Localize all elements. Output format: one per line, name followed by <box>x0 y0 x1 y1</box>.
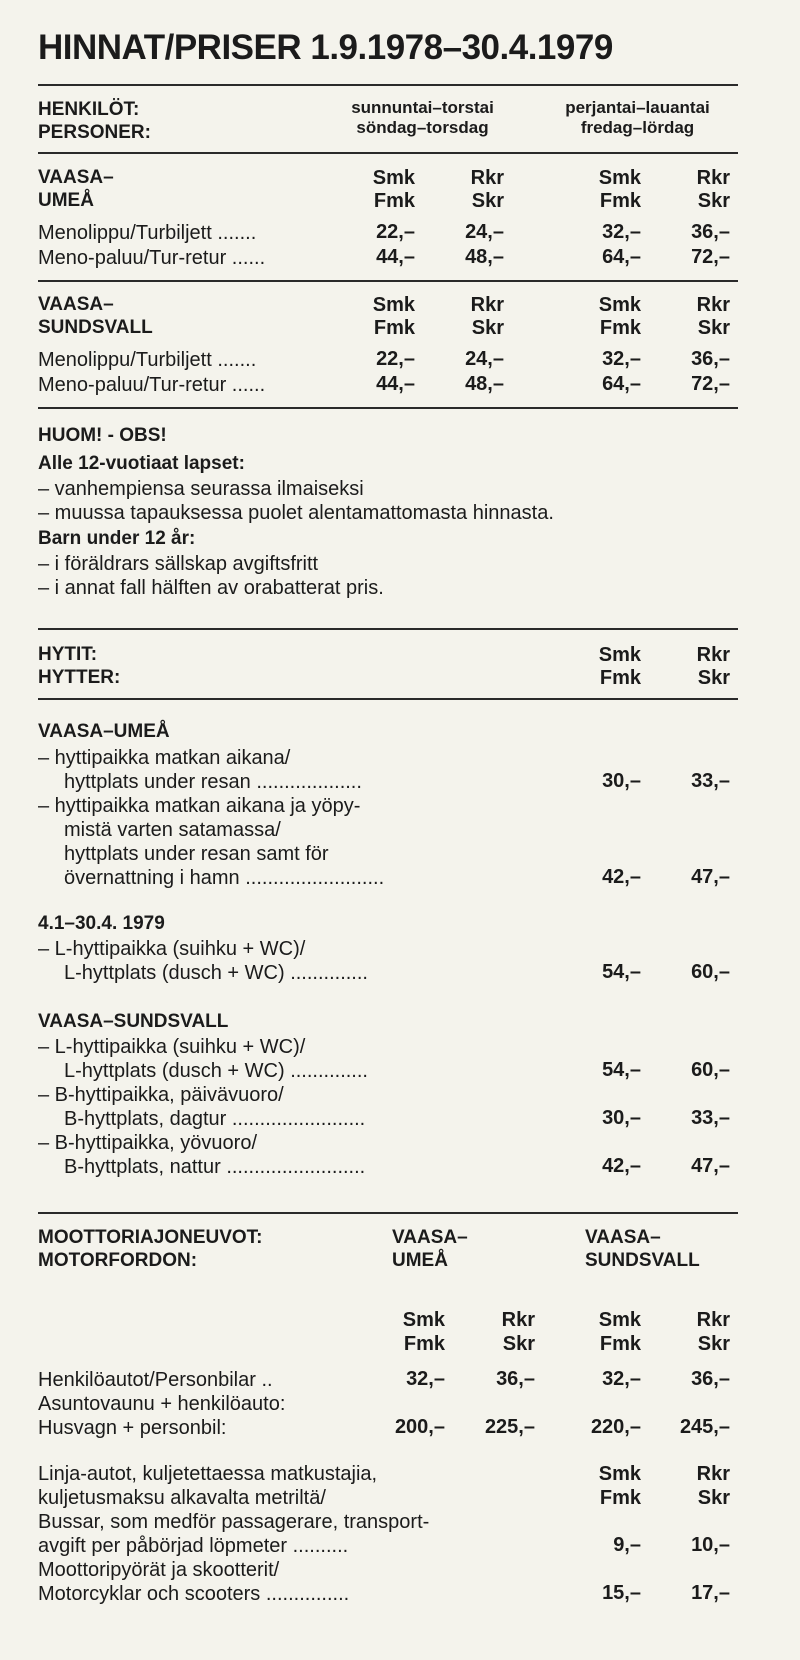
currency-label: Smk <box>372 294 415 316</box>
fare-row <box>38 246 265 270</box>
price-value: 48,– <box>465 373 504 395</box>
cabin-line: – hyttipaikka matkan aikana ja yöpy- <box>38 795 361 817</box>
vehicle-label: kuljetusmaksu alkavalta metriltä/ <box>38 1487 326 1509</box>
vehicle-label: Asuntovaunu + henkilöauto: <box>38 1393 286 1415</box>
cabin-line: B-hyttplats, dagtur ........................ <box>64 1108 366 1130</box>
currency-label: Fmk <box>599 1333 641 1355</box>
price-value: 10,– <box>691 1534 730 1556</box>
note-fi-heading: Alle 12-vuotiaat lapset: <box>38 453 245 474</box>
price-value: 245,– <box>679 1416 730 1438</box>
price-value: 220,– <box>590 1416 641 1438</box>
divider <box>38 698 738 700</box>
price-value: 225,– <box>484 1416 535 1438</box>
currency-label: Skr <box>697 667 730 689</box>
price-value: 36,– <box>496 1368 535 1390</box>
note-line: – i föräldrars sällskap avgiftsfritt <box>38 553 319 575</box>
leader-dots: ....... <box>217 222 257 244</box>
leader-dots: ........................ <box>231 1108 366 1130</box>
page-title: HINNAT/PRISER 1.9.1978–30.4.1979 <box>38 28 613 67</box>
cabin-line: – hyttipaikka matkan aikana/ <box>38 747 291 769</box>
currency-label: Skr <box>697 190 730 212</box>
vehicle-row: Motorcyklar och scooters ............... <box>38 1583 350 1605</box>
vehicle-route-name: UMEÅ <box>392 1250 448 1271</box>
price-value: 42,– <box>602 866 641 888</box>
price-value: 32,– <box>602 348 641 370</box>
currency-label: Fmk <box>599 190 641 212</box>
currency-label: Smk <box>598 644 641 666</box>
leader-dots: ......................... <box>245 867 385 889</box>
currency-label: Skr <box>697 1333 730 1355</box>
cabin-route-heading: VAASA–SUNDSVALL <box>38 1011 229 1032</box>
price-value: 48,– <box>465 246 504 268</box>
leader-dots: ................... <box>256 771 362 793</box>
currency-label: Rkr <box>501 1309 535 1331</box>
vehicles-heading-fi: MOOTTORIAJONEUVOT: <box>38 1227 263 1248</box>
cabins-heading-fi: HYTIT: <box>38 644 98 665</box>
price-value: 60,– <box>691 1059 730 1081</box>
leader-dots: ....... <box>217 349 257 371</box>
cabin-line: – B-hyttipaikka, yövuoro/ <box>38 1132 257 1154</box>
currency-label: Rkr <box>696 644 730 666</box>
weekday-column-fi: sunnuntai–torstai <box>351 98 494 117</box>
persons-heading-fi: HENKILÖT: <box>38 99 140 120</box>
persons-heading-sv: PERSONER: <box>38 122 151 143</box>
fare-label: Meno-paluu/Tur-retur <box>38 247 227 269</box>
divider <box>38 628 738 630</box>
currency-label: Skr <box>471 317 504 339</box>
price-value: 32,– <box>602 221 641 243</box>
price-value: 30,– <box>602 1107 641 1129</box>
weekday-column-sv: söndag–torsdag <box>356 118 489 137</box>
currency-label: Fmk <box>599 667 641 689</box>
currency-label: Rkr <box>696 294 730 316</box>
price-value: 72,– <box>691 246 730 268</box>
leader-dots: .. <box>261 1369 273 1391</box>
price-value: 54,– <box>602 1059 641 1081</box>
price-value: 32,– <box>602 1368 641 1390</box>
leader-dots: ............... <box>265 1583 350 1605</box>
divider <box>38 407 738 409</box>
currency-label: Rkr <box>470 294 504 316</box>
leader-dots: ......................... <box>226 1156 366 1178</box>
fare-label: Menolippu/Turbiljett <box>38 349 212 371</box>
leader-dots: ...... <box>231 247 266 269</box>
price-value: 47,– <box>691 866 730 888</box>
leader-dots: ...... <box>231 374 266 396</box>
price-value: 17,– <box>691 1582 730 1604</box>
price-value: 47,– <box>691 1155 730 1177</box>
fare-label: Meno-paluu/Tur-retur <box>38 374 227 396</box>
price-value: 33,– <box>691 1107 730 1129</box>
currency-label: Skr <box>697 1487 730 1509</box>
cabin-line: – L-hyttipaikka (suihku + WC)/ <box>38 938 306 960</box>
currency-label: Smk <box>598 167 641 189</box>
cabin-line: L-hyttplats (dusch + WC) .............. <box>64 962 368 984</box>
cabin-line: mistä varten satamassa/ <box>64 819 281 841</box>
vehicle-label: Moottoripyörät ja skootterit/ <box>38 1559 280 1581</box>
currency-label: Skr <box>502 1333 535 1355</box>
currency-label: Fmk <box>373 317 415 339</box>
currency-label: Fmk <box>599 317 641 339</box>
price-value: 33,– <box>691 770 730 792</box>
vehicle-row: avgift per påbörjad löpmeter .......... <box>38 1535 349 1557</box>
divider <box>38 84 738 86</box>
price-value: 30,– <box>602 770 641 792</box>
divider <box>38 280 738 282</box>
route-name: VAASA– <box>38 294 114 315</box>
route-name: VAASA– <box>38 167 114 188</box>
fare-row <box>38 221 256 245</box>
fare-row <box>38 348 256 372</box>
currency-label: Smk <box>598 1463 641 1485</box>
divider <box>38 152 738 154</box>
note-line: – muussa tapauksessa puolet alentamattomasta hinnasta. <box>38 502 554 524</box>
note-line: – i annat fall hälften av orabatterat pris. <box>38 577 384 599</box>
currency-label: Fmk <box>373 190 415 212</box>
vehicle-route-name: VAASA– <box>392 1227 468 1248</box>
cabin-line: hyttplats under resan samt för <box>64 843 329 865</box>
currency-label: Skr <box>471 190 504 212</box>
price-value: 60,– <box>691 961 730 983</box>
vehicle-label: Linja-autot, kuljetettaessa matkustajia, <box>38 1463 378 1485</box>
price-value: 15,– <box>602 1582 641 1604</box>
note-heading: HUOM! - OBS! <box>38 425 167 446</box>
leader-dots: .............. <box>290 962 368 984</box>
price-value: 24,– <box>465 348 504 370</box>
price-value: 64,– <box>602 246 641 268</box>
currency-label: Fmk <box>403 1333 445 1355</box>
currency-label: Rkr <box>696 167 730 189</box>
cabin-line: hyttplats under resan ................... <box>64 771 362 793</box>
currency-label: Smk <box>598 294 641 316</box>
weekend-column-fi: perjantai–lauantai <box>565 98 710 117</box>
price-value: 32,– <box>406 1368 445 1390</box>
cabins-heading-sv: HYTTER: <box>38 667 121 688</box>
currency-label: Rkr <box>696 1463 730 1485</box>
price-value: 200,– <box>394 1416 445 1438</box>
vehicles-heading-sv: MOTORFORDON: <box>38 1250 198 1271</box>
price-value: 64,– <box>602 373 641 395</box>
price-value: 36,– <box>691 1368 730 1390</box>
route-name: UMEÅ <box>38 190 94 211</box>
price-value: 36,– <box>691 221 730 243</box>
price-value: 24,– <box>465 221 504 243</box>
leader-dots: .............. <box>290 1060 368 1082</box>
cabin-route-heading: VAASA–UMEÅ <box>38 721 170 742</box>
currency-label: Smk <box>372 167 415 189</box>
weekend-column-sv: fredag–lördag <box>580 118 695 137</box>
route-name: SUNDSVALL <box>38 317 153 338</box>
cabin-period-heading: 4.1–30.4. 1979 <box>38 913 165 934</box>
vehicle-route-name: VAASA– <box>585 1227 661 1248</box>
price-value: 42,– <box>602 1155 641 1177</box>
fare-label: Menolippu/Turbiljett <box>38 222 212 244</box>
leader-dots: .......... <box>292 1535 349 1557</box>
price-value: 22,– <box>376 221 415 243</box>
vehicle-row <box>38 1368 273 1392</box>
vehicle-route-name: SUNDSVALL <box>585 1250 700 1271</box>
price-value: 44,– <box>376 246 415 268</box>
currency-label: Fmk <box>599 1487 641 1509</box>
currency-label: Rkr <box>696 1309 730 1331</box>
price-value: 44,– <box>376 373 415 395</box>
price-value: 72,– <box>691 373 730 395</box>
price-value: 36,– <box>691 348 730 370</box>
currency-label: Skr <box>697 317 730 339</box>
fare-row <box>38 373 265 397</box>
cabin-line: – B-hyttipaikka, päivävuoro/ <box>38 1084 284 1106</box>
vehicle-label: Henkilöautot/Personbilar <box>38 1369 256 1391</box>
currency-label: Rkr <box>470 167 504 189</box>
cabin-line: L-hyttplats (dusch + WC) .............. <box>64 1060 368 1082</box>
cabin-line: övernattning i hamn ......................... <box>64 867 385 889</box>
divider <box>38 1212 738 1214</box>
price-value: 9,– <box>613 1534 641 1556</box>
price-value: 22,– <box>376 348 415 370</box>
note-sv-heading: Barn under 12 år: <box>38 528 196 549</box>
note-line: – vanhempiensa seurassa ilmaiseksi <box>38 478 364 500</box>
vehicle-label: Bussar, som medför passagerare, transport- <box>38 1511 430 1533</box>
currency-label: Smk <box>402 1309 445 1331</box>
cabin-line: B-hyttplats, nattur ......................... <box>64 1156 366 1178</box>
cabin-line: – L-hyttipaikka (suihku + WC)/ <box>38 1036 306 1058</box>
currency-label: Smk <box>598 1309 641 1331</box>
price-value: 54,– <box>602 961 641 983</box>
vehicle-label: Husvagn + personbil: <box>38 1417 227 1439</box>
